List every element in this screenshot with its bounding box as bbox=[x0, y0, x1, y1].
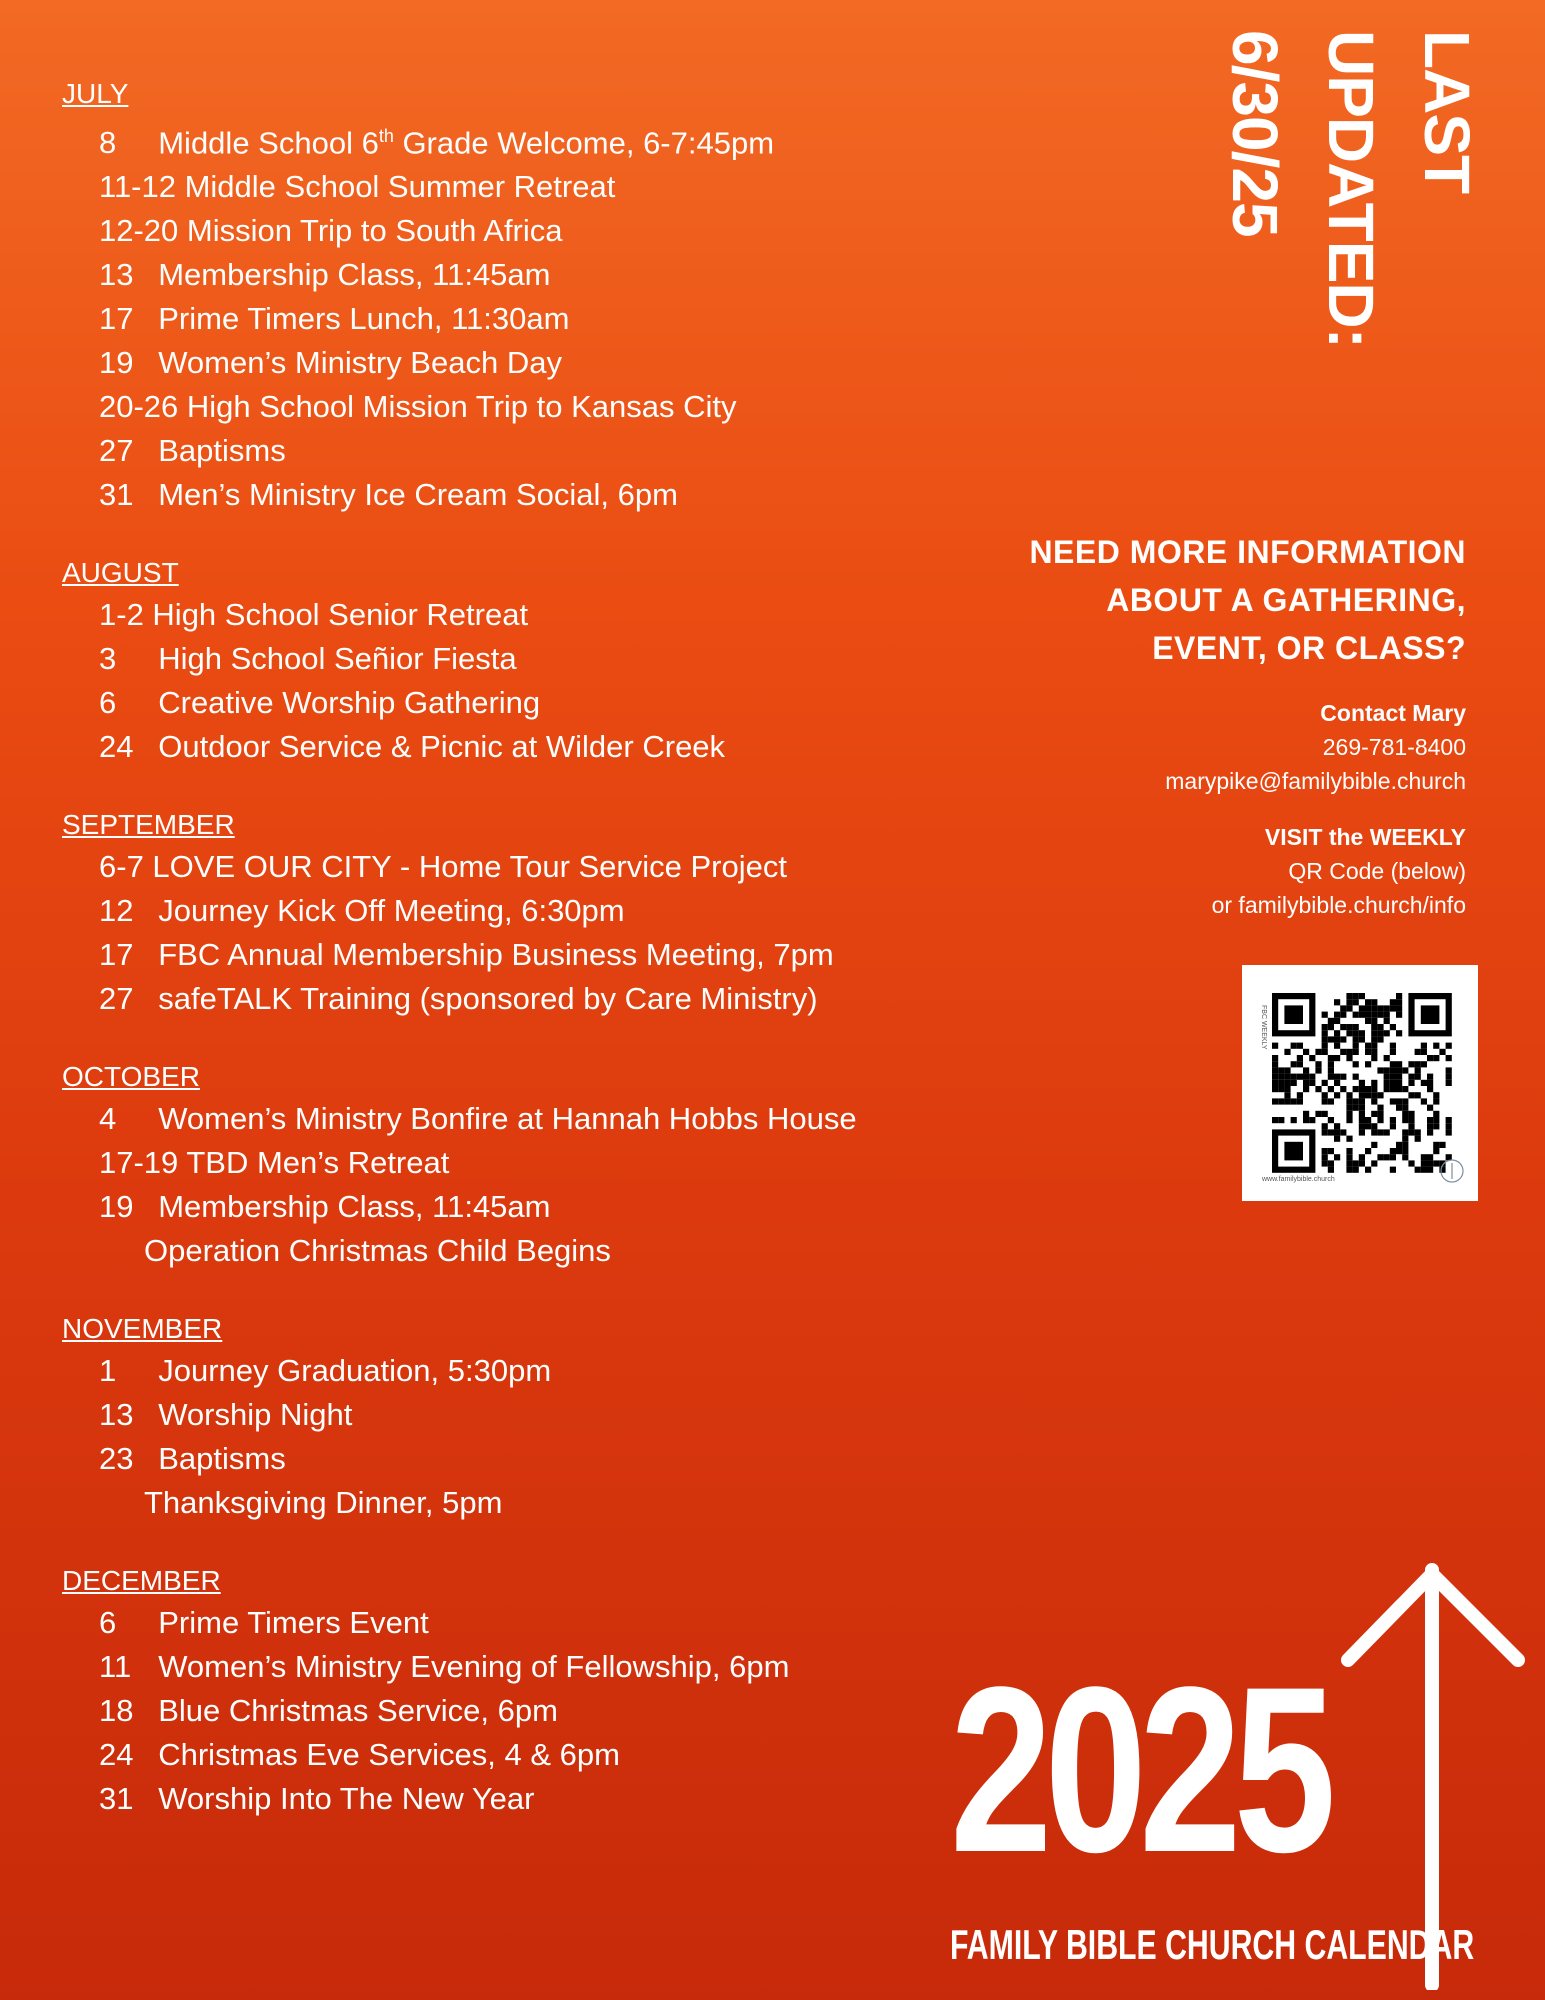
event-day: 19 bbox=[99, 345, 134, 381]
month-section-december bbox=[62, 1561, 962, 1821]
event-text: 20-26 High School Mission Trip to Kansas City bbox=[99, 389, 737, 425]
month-title: AUGUST bbox=[62, 557, 179, 589]
event-day: 13 bbox=[99, 257, 134, 293]
month-title: NOVEMBER bbox=[62, 1313, 223, 1345]
event-item bbox=[62, 1689, 962, 1733]
event-text: High School Señior Fiesta bbox=[158, 641, 517, 677]
event-item bbox=[62, 114, 962, 165]
info-heading-line: EVENT, OR CLASS? bbox=[1152, 630, 1466, 666]
last-updated-label: LAST UPDATED: bbox=[1315, 30, 1483, 348]
event-text: Blue Christmas Service, 6pm bbox=[158, 1693, 558, 1729]
event-item bbox=[62, 385, 962, 429]
event-text: Outdoor Service & Picnic at Wilder Creek bbox=[158, 729, 726, 765]
event-text: FBC Annual Membership Business Meeting, 7pm bbox=[158, 937, 834, 973]
month-title: OCTOBER bbox=[62, 1061, 200, 1093]
event-item bbox=[62, 473, 962, 517]
event-item bbox=[62, 889, 962, 933]
event-item bbox=[62, 1229, 962, 1273]
month-section-november bbox=[62, 1309, 962, 1525]
year-title: 2025 bbox=[950, 1638, 1329, 1902]
info-heading-line: ABOUT A GATHERING, bbox=[1106, 582, 1466, 618]
qr-caption: www.familybible.church bbox=[1262, 1176, 1335, 1183]
event-day: 1 bbox=[99, 1353, 117, 1389]
month-section-october bbox=[62, 1057, 962, 1273]
event-item bbox=[62, 1481, 962, 1525]
event-item bbox=[62, 209, 962, 253]
event-item bbox=[62, 1097, 962, 1141]
event-item bbox=[62, 429, 962, 473]
event-day: 24 bbox=[99, 729, 134, 765]
event-day: 24 bbox=[99, 1737, 134, 1773]
last-updated-date: 6/30/25 bbox=[1219, 30, 1291, 237]
event-text: Journey Graduation, 5:30pm bbox=[158, 1353, 552, 1389]
event-text: Men’s Ministry Ice Cream Social, 6pm bbox=[158, 477, 678, 513]
event-text: Women’s Ministry Bonfire at Hannah Hobbs House bbox=[158, 1101, 857, 1137]
event-text: Middle School 6 bbox=[158, 125, 379, 161]
event-item bbox=[62, 933, 962, 977]
event-day: 12 bbox=[99, 893, 134, 929]
month-section-august bbox=[62, 553, 962, 769]
event-text: Women’s Ministry Beach Day bbox=[158, 345, 562, 381]
event-text: Christmas Eve Services, 4 & 6pm bbox=[158, 1737, 620, 1773]
event-text: safeTALK Training (sponsored by Care Ministry) bbox=[158, 981, 818, 1017]
event-item bbox=[62, 977, 962, 1021]
event-day: 8 bbox=[99, 125, 117, 161]
event-item bbox=[62, 637, 962, 681]
event-item bbox=[62, 1393, 962, 1437]
event-text: Baptisms bbox=[158, 1441, 286, 1477]
calendar-title: FAMILY BIBLE CHURCH CALENDAR bbox=[950, 1921, 1475, 1968]
event-day: 13 bbox=[99, 1397, 134, 1433]
month-title: SEPTEMBER bbox=[62, 809, 235, 841]
event-item bbox=[62, 1141, 962, 1185]
event-text: 6-7 LOVE OUR CITY - Home Tour Service Project bbox=[99, 849, 787, 885]
event-day: 6 bbox=[99, 685, 117, 721]
events-list bbox=[62, 74, 962, 1857]
event-item bbox=[62, 1185, 962, 1229]
month-section-september bbox=[62, 805, 962, 1021]
event-text: Journey Kick Off Meeting, 6:30pm bbox=[158, 893, 625, 929]
contact-email[interactable]: marypike@familybible.church bbox=[1165, 768, 1466, 794]
event-day: 31 bbox=[99, 1781, 134, 1817]
event-day: 19 bbox=[99, 1189, 134, 1225]
event-text: Operation Christmas Child Begins bbox=[144, 1233, 611, 1269]
event-text: Worship Into The New Year bbox=[158, 1781, 535, 1817]
event-item bbox=[62, 725, 962, 769]
event-text: 1-2 High School Senior Retreat bbox=[99, 597, 529, 633]
contact-title: Contact Mary bbox=[1320, 700, 1466, 726]
event-text-superscript: th bbox=[378, 126, 394, 146]
event-day: 4 bbox=[99, 1101, 117, 1137]
event-text: Membership Class, 11:45am bbox=[158, 257, 551, 293]
month-section-july bbox=[62, 74, 962, 517]
event-text: Prime Timers Lunch, 11:30am bbox=[158, 301, 570, 337]
info-panel bbox=[906, 528, 1466, 922]
event-text-rest: Grade Welcome, 6-7:45pm bbox=[393, 125, 775, 161]
event-item bbox=[62, 165, 962, 209]
event-item bbox=[62, 845, 962, 889]
event-day: 6 bbox=[99, 1605, 117, 1641]
event-day: 11 bbox=[99, 1649, 132, 1685]
event-day: 17 bbox=[99, 937, 134, 973]
event-text: Women’s Ministry Evening of Fellowship, 6pm bbox=[158, 1649, 790, 1685]
event-text: Baptisms bbox=[158, 433, 286, 469]
info-heading bbox=[906, 528, 1466, 672]
event-day: 27 bbox=[99, 433, 134, 469]
event-item bbox=[62, 1645, 962, 1689]
month-title: JULY bbox=[62, 78, 129, 109]
event-item bbox=[62, 297, 962, 341]
event-item bbox=[62, 681, 962, 725]
event-day: 31 bbox=[99, 477, 134, 513]
last-updated bbox=[1219, 30, 1495, 380]
qr-side-text: FBC WEEKLY bbox=[1260, 1005, 1267, 1050]
visit-title: VISIT the WEEKLY bbox=[1264, 824, 1466, 850]
info-heading-line: NEED MORE INFORMATION bbox=[1029, 534, 1466, 570]
qr-code[interactable] bbox=[1242, 965, 1478, 1201]
event-text: Prime Timers Event bbox=[158, 1605, 429, 1641]
month-title: DECEMBER bbox=[62, 1565, 221, 1597]
event-text: 17-19 TBD Men’s Retreat bbox=[99, 1145, 450, 1181]
event-text: Thanksgiving Dinner, 5pm bbox=[144, 1485, 503, 1521]
event-text: 12-20 Mission Trip to South Africa bbox=[99, 213, 563, 249]
event-day: 3 bbox=[99, 641, 117, 677]
qr-code-graphic bbox=[1242, 965, 1478, 1201]
event-item bbox=[62, 341, 962, 385]
event-item bbox=[62, 1349, 962, 1393]
event-item bbox=[62, 1733, 962, 1777]
event-text: Membership Class, 11:45am bbox=[158, 1189, 551, 1225]
event-day: 23 bbox=[99, 1441, 134, 1477]
event-text: 11-12 Middle School Summer Retreat bbox=[99, 169, 616, 205]
event-day: 18 bbox=[99, 1693, 134, 1729]
visit-line-qr: QR Code (below) bbox=[1288, 858, 1466, 884]
event-text: Creative Worship Gathering bbox=[158, 685, 541, 721]
event-day: 27 bbox=[99, 981, 134, 1017]
event-day: 17 bbox=[99, 301, 134, 337]
event-item bbox=[62, 253, 962, 297]
event-text: Worship Night bbox=[158, 1397, 353, 1433]
event-item bbox=[62, 1601, 962, 1645]
event-item bbox=[62, 1437, 962, 1481]
event-item bbox=[62, 593, 962, 637]
contact-phone[interactable]: 269-781-8400 bbox=[1322, 734, 1466, 760]
visit-line-url[interactable]: or familybible.church/info bbox=[1211, 892, 1466, 918]
up-arrow-icon bbox=[1340, 1560, 1530, 1990]
event-item bbox=[62, 1777, 962, 1821]
